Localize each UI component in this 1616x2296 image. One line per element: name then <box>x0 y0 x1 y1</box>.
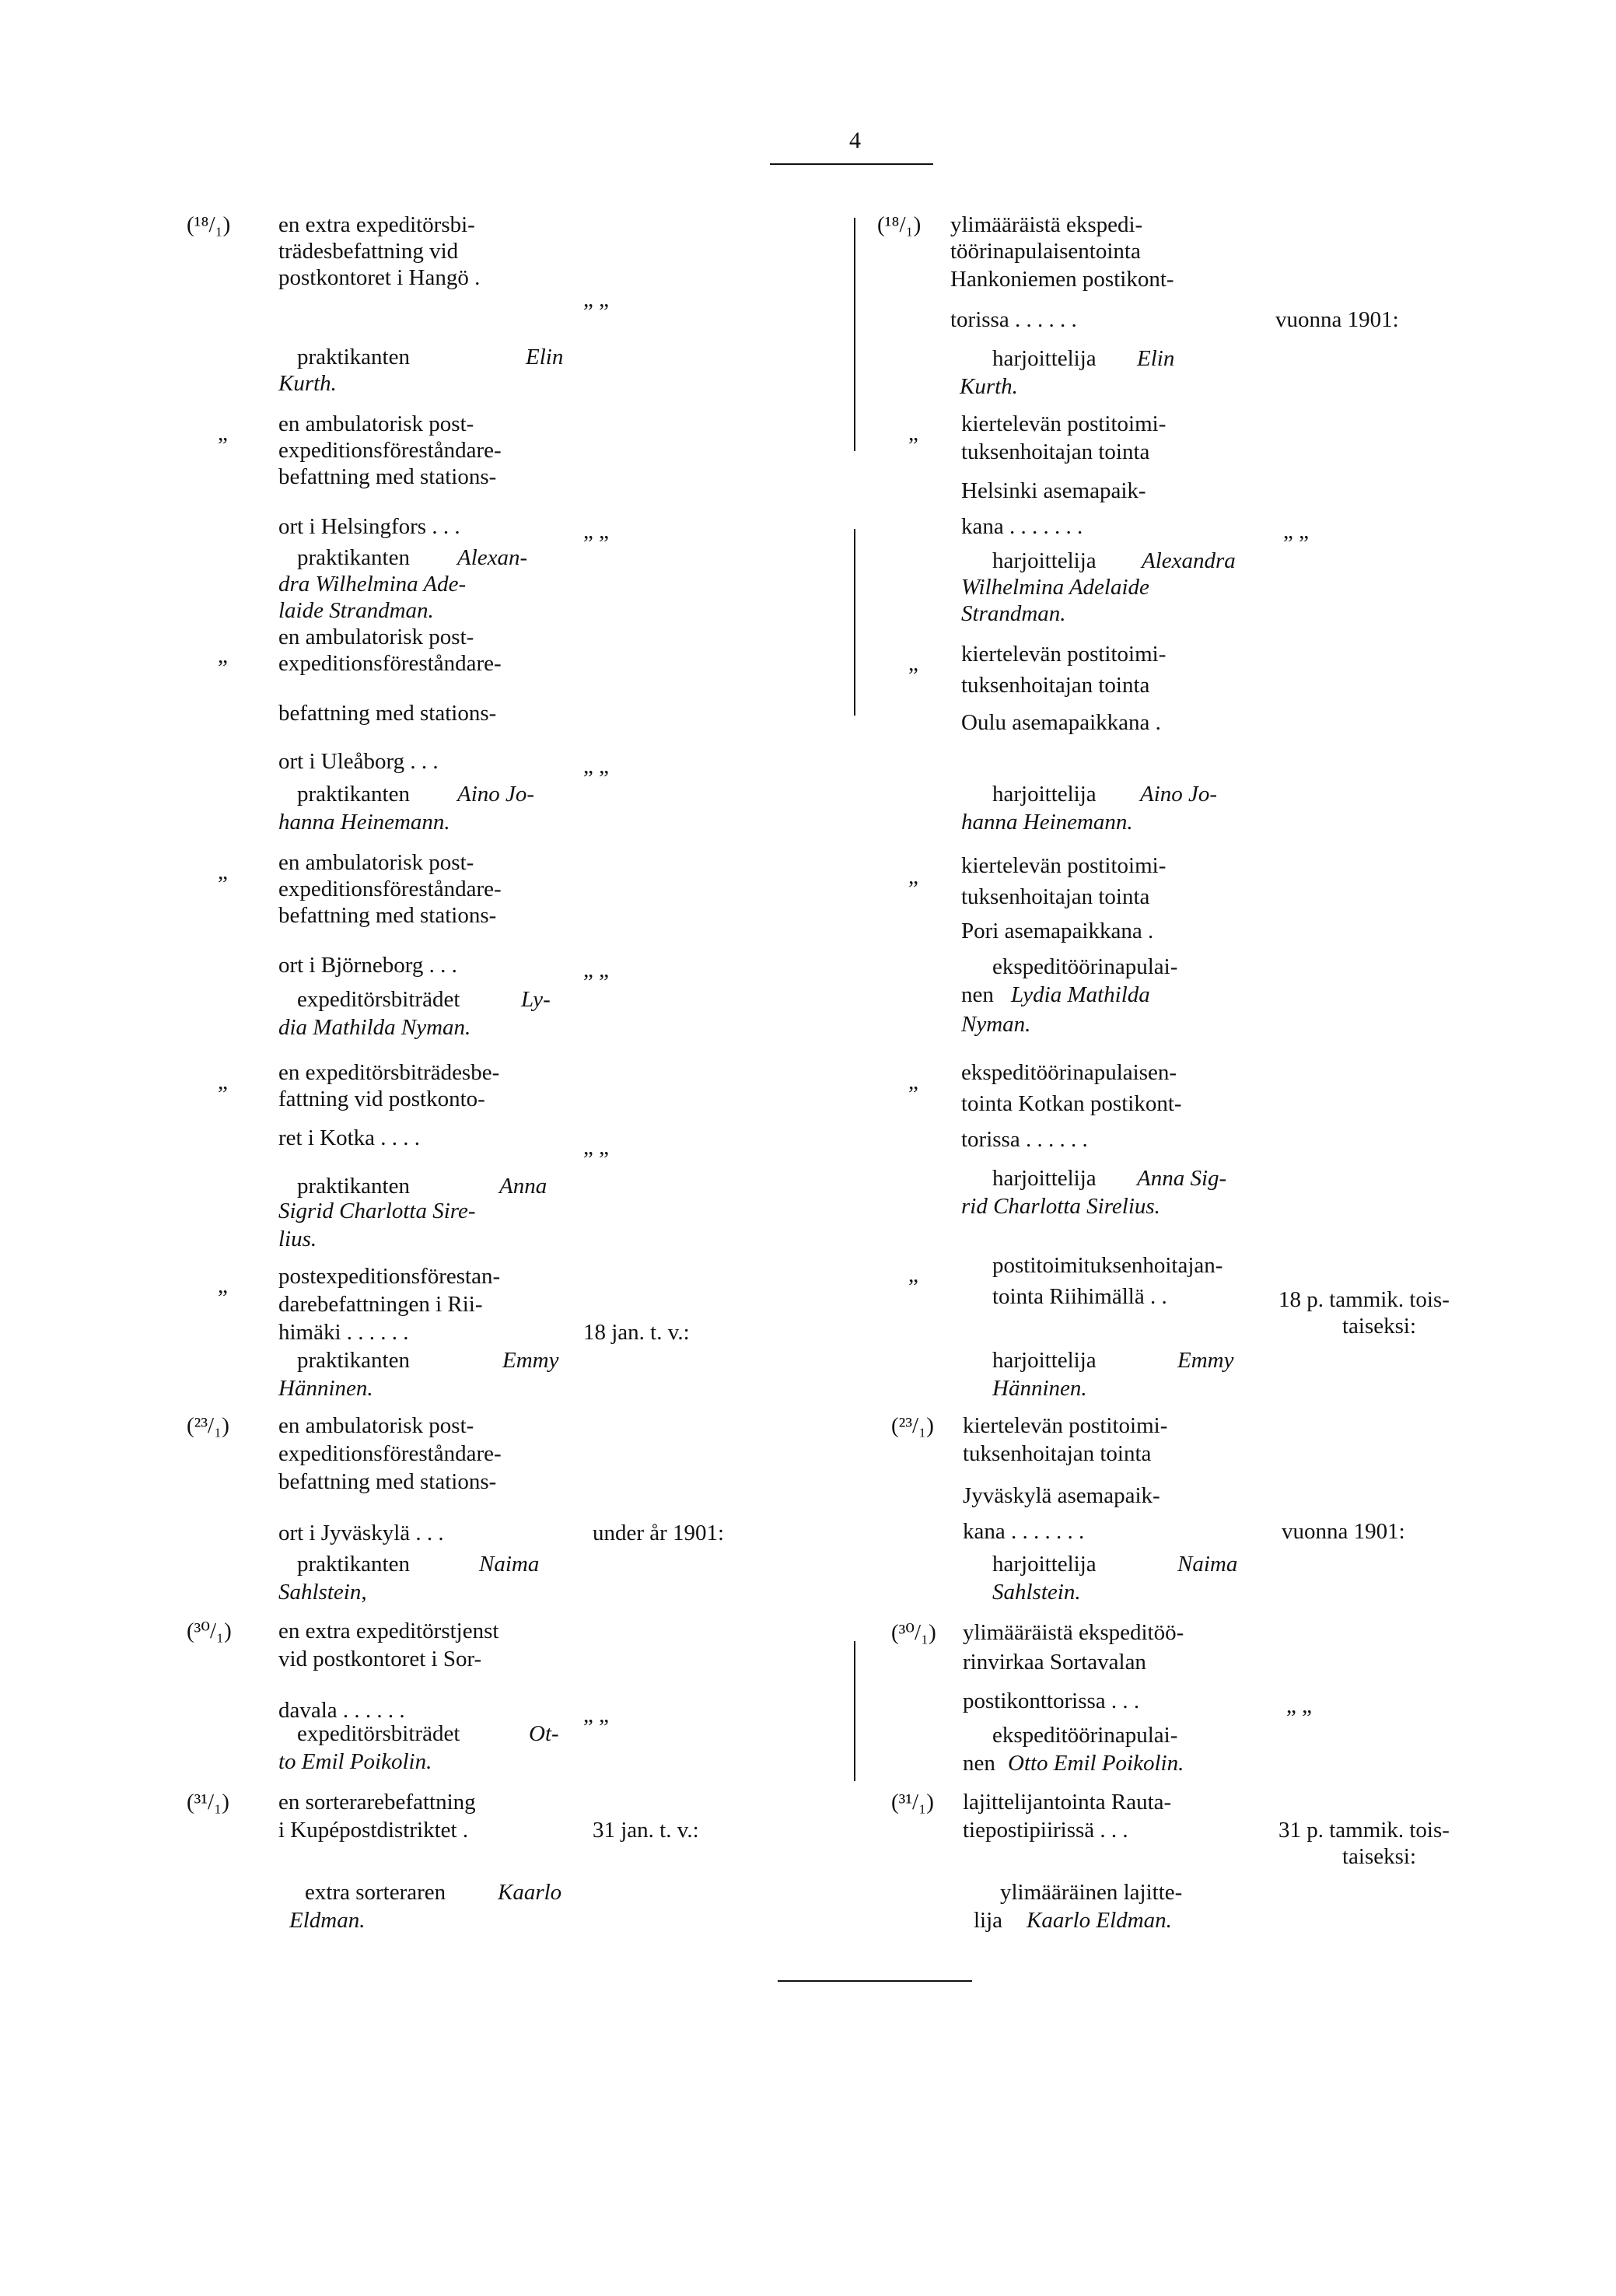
person-name: laide Strandman. <box>278 598 434 623</box>
text-line: lija <box>974 1908 1003 1933</box>
column-divider <box>854 1641 855 1781</box>
person-name: hanna Heinemann. <box>278 810 450 835</box>
text-line: befattning med stations- <box>278 1469 497 1494</box>
person-name: Naima <box>1177 1552 1238 1577</box>
text-line: ekspeditöörinapulai- <box>992 954 1178 979</box>
date-cell: „ „ <box>583 519 609 544</box>
text-line: harjoittelija <box>992 1348 1097 1373</box>
text-line: en ambulatorisk post- <box>278 411 474 436</box>
person-name: Nyman. <box>961 1012 1031 1037</box>
person-name: Otto Emil Poikolin. <box>1008 1751 1184 1776</box>
text-line: praktikanten <box>297 1348 410 1373</box>
text-line: tuksenhoitajan tointa <box>961 673 1150 698</box>
text-line: befattning med stations- <box>278 701 497 726</box>
text-line: kiertelevän postitoimi- <box>961 411 1167 436</box>
entry-date: (³¹/₁) <box>187 1790 229 1815</box>
text-line: Oulu asemapaikkana . <box>961 710 1161 735</box>
date-cell: „ „ <box>583 287 609 312</box>
date-cell: „ „ <box>583 754 609 779</box>
text-line: en extra expeditörstjenst <box>278 1619 499 1643</box>
text-line: tointa Riihimällä . . <box>992 1284 1167 1309</box>
person-name: dia Mathilda Nyman. <box>278 1015 471 1040</box>
person-name: Hänninen. <box>278 1376 373 1401</box>
person-name: Sahlstein, <box>278 1580 367 1605</box>
text-line: torissa . . . . . . <box>950 307 1077 332</box>
text-line: praktikanten <box>297 545 410 570</box>
text-line: praktikanten <box>297 782 410 807</box>
text-line: befattning med stations- <box>278 464 497 489</box>
person-name: Emmy <box>502 1348 559 1373</box>
entry-date: (¹⁸/₁) <box>187 212 231 237</box>
ditto-mark: „ <box>908 1262 918 1287</box>
person-name: Naima <box>479 1552 540 1577</box>
person-name: Sahlstein. <box>992 1580 1081 1605</box>
text-line: expeditörsbiträdet <box>297 1721 460 1746</box>
entry-date: (²³/₁) <box>187 1413 229 1438</box>
date-cell: 31 p. tammik. tois- <box>1278 1818 1450 1843</box>
text-line: en extra expeditörsbi- <box>278 212 475 237</box>
ditto-mark: „ <box>908 651 918 676</box>
text-line: i Kupépostdistriktet . <box>278 1818 469 1843</box>
text-line: trädesbefattning vid <box>278 239 459 264</box>
text-line: en ambulatorisk post- <box>278 625 474 649</box>
person-name: Kurth. <box>960 374 1018 399</box>
text-line: harjoittelija <box>992 548 1097 573</box>
text-line: tuksenhoitajan tointa <box>961 884 1150 909</box>
person-name: Kaarlo Eldman. <box>1027 1908 1172 1933</box>
person-name: Anna <box>499 1174 547 1199</box>
text-line: extra sorteraren <box>305 1880 446 1905</box>
text-line: Pori asemapaikkana . <box>961 919 1154 943</box>
ditto-mark: „ <box>218 859 228 884</box>
person-name: Eldman. <box>289 1908 366 1933</box>
ditto-mark: „ <box>908 864 918 889</box>
person-name: Alexandra <box>1142 548 1236 573</box>
column-divider <box>854 218 855 451</box>
text-line: en expeditörsbiträdesbe- <box>278 1060 500 1085</box>
entry-date: (²³/₁) <box>891 1413 934 1438</box>
text-line: tuksenhoitajan tointa <box>961 439 1150 464</box>
ditto-mark: „ <box>218 1069 228 1094</box>
entry-date: (³⁰/₁) <box>187 1619 232 1643</box>
person-name: Emmy <box>1177 1348 1234 1373</box>
person-name: Kaarlo <box>498 1880 562 1905</box>
date-cell: vuonna 1901: <box>1275 307 1399 332</box>
ditto-mark: „ <box>218 421 228 446</box>
person-name: Sigrid Charlotta Sire- <box>278 1199 476 1223</box>
date-cell: taiseksi: <box>1342 1314 1417 1339</box>
date-cell: „ „ <box>583 1135 609 1160</box>
text-line: darebefattningen i Rii- <box>278 1292 483 1317</box>
text-line: ylimääräistä ekspeditöö- <box>963 1620 1184 1645</box>
text-line: tuksenhoitajan tointa <box>963 1441 1152 1466</box>
column-divider <box>854 529 855 716</box>
text-line: expeditionsföreståndare- <box>278 1441 502 1466</box>
bottom-rule <box>778 1980 972 1982</box>
text-line: harjoittelija <box>992 1552 1097 1577</box>
ditto-mark: „ <box>908 1069 918 1094</box>
text-line: ort i Uleåborg . . . <box>278 749 439 774</box>
date-cell: vuonna 1901: <box>1282 1519 1405 1544</box>
text-line: harjoittelija <box>992 346 1097 371</box>
person-name: Anna Sig- <box>1137 1166 1227 1191</box>
date-cell: „ „ <box>583 1703 609 1727</box>
person-name: lius. <box>278 1227 317 1251</box>
text-line: ort i Jyväskylä . . . <box>278 1521 444 1545</box>
text-line: lajittelijantointa Rauta- <box>963 1790 1172 1815</box>
person-name: Aino Jo- <box>1140 782 1218 807</box>
text-line: tointa Kotkan postikont- <box>961 1091 1182 1116</box>
person-name: Elin <box>1137 346 1175 371</box>
text-line: ylimääräistä ekspedi- <box>950 212 1143 237</box>
person-name: hanna Heinemann. <box>961 810 1133 835</box>
text-line: ret i Kotka . . . . <box>278 1125 421 1150</box>
person-name: Elin <box>526 345 564 369</box>
ditto-mark: „ <box>908 421 918 446</box>
text-line: en sorterarebefattning <box>278 1790 476 1815</box>
text-line: davala . . . . . . <box>278 1698 405 1723</box>
person-name: Wilhelmina Adelaide <box>961 575 1149 600</box>
date-cell: 31 jan. t. v.: <box>593 1818 699 1843</box>
text-line: kiertelevän postitoimi- <box>961 853 1167 878</box>
text-line: tiepostipiirissä . . . <box>963 1818 1128 1843</box>
top-rule <box>770 163 933 165</box>
text-line: kana . . . . . . . <box>961 514 1083 539</box>
text-line: ekspeditöörinapulai- <box>992 1723 1178 1748</box>
entry-date: (¹⁸/₁) <box>877 212 922 237</box>
text-line: postkontoret i Hangö . <box>278 265 481 290</box>
person-name: Kurth. <box>278 371 337 396</box>
text-line: torissa . . . . . . <box>961 1127 1088 1152</box>
text-line: befattning med stations- <box>278 903 497 928</box>
ditto-mark: „ <box>218 1273 228 1298</box>
text-line: postitoimituksenhoitajan- <box>992 1253 1223 1278</box>
text-line: Hankoniemen postikont- <box>950 267 1174 292</box>
person-name: Aino Jo- <box>457 782 535 807</box>
text-line: vid postkontoret i Sor- <box>278 1647 482 1671</box>
text-line: expeditionsföreståndare- <box>278 438 502 463</box>
date-cell: under år 1901: <box>593 1521 725 1545</box>
date-cell: 18 p. tammik. tois- <box>1278 1287 1450 1312</box>
text-line: töörinapulaisentointa <box>950 239 1141 264</box>
text-line: postikonttorissa . . . <box>963 1689 1140 1713</box>
date-cell: „ „ <box>583 957 609 982</box>
text-line: expeditionsföreståndare- <box>278 651 502 676</box>
person-name: rid Charlotta Sirelius. <box>961 1194 1160 1219</box>
text-line: ekspeditöörinapulaisen- <box>961 1060 1177 1085</box>
ditto-mark: „ <box>218 643 228 668</box>
person-name: Strandman. <box>961 601 1066 626</box>
page-number: 4 <box>849 128 861 153</box>
text-line: praktikanten <box>297 345 410 369</box>
text-line: ylimääräinen lajitte- <box>1000 1880 1183 1905</box>
text-line: en ambulatorisk post- <box>278 1413 474 1438</box>
text-line: fattning vid postkonto- <box>278 1087 485 1111</box>
date-cell: taiseksi: <box>1342 1844 1417 1869</box>
text-line: kana . . . . . . . <box>963 1519 1085 1544</box>
text-line: Helsinki asemapaik- <box>961 478 1146 503</box>
text-line: praktikanten <box>297 1552 410 1577</box>
text-line: expeditörsbiträdet <box>297 987 460 1012</box>
person-name: Alexan- <box>457 545 528 570</box>
text-line: nen <box>961 982 994 1007</box>
date-cell: „ „ <box>1283 519 1309 544</box>
text-line: en ambulatorisk post- <box>278 850 474 875</box>
text-line: ort i Björneborg . . . <box>278 953 457 978</box>
date-cell: 18 jan. t. v.: <box>583 1320 690 1345</box>
text-line: kiertelevän postitoimi- <box>963 1413 1168 1438</box>
person-name: to Emil Poikolin. <box>278 1749 432 1774</box>
text-line: nen <box>963 1751 995 1776</box>
text-line: kiertelevän postitoimi- <box>961 642 1167 667</box>
text-line: praktikanten <box>297 1174 410 1199</box>
person-name: Ot- <box>529 1721 559 1746</box>
text-line: harjoittelija <box>992 1166 1097 1191</box>
entry-date: (³⁰/₁) <box>891 1620 936 1645</box>
entry-date: (³¹/₁) <box>891 1790 934 1815</box>
text-line: harjoittelija <box>992 782 1097 807</box>
text-line: Jyväskylä asemapaik- <box>963 1483 1160 1508</box>
person-name: Lydia Mathilda <box>1011 982 1150 1007</box>
text-line: himäki . . . . . . <box>278 1320 409 1345</box>
person-name: Hänninen. <box>992 1376 1087 1401</box>
person-name: Ly- <box>521 987 551 1012</box>
date-cell: „ „ <box>1286 1693 1312 1718</box>
text-line: expeditionsföreståndare- <box>278 877 502 901</box>
text-line: ort i Helsingfors . . . <box>278 514 460 539</box>
text-line: rinvirkaa Sortavalan <box>963 1650 1146 1675</box>
text-line: postexpeditionsförestan- <box>278 1264 501 1289</box>
person-name: dra Wilhelmina Ade- <box>278 572 467 597</box>
